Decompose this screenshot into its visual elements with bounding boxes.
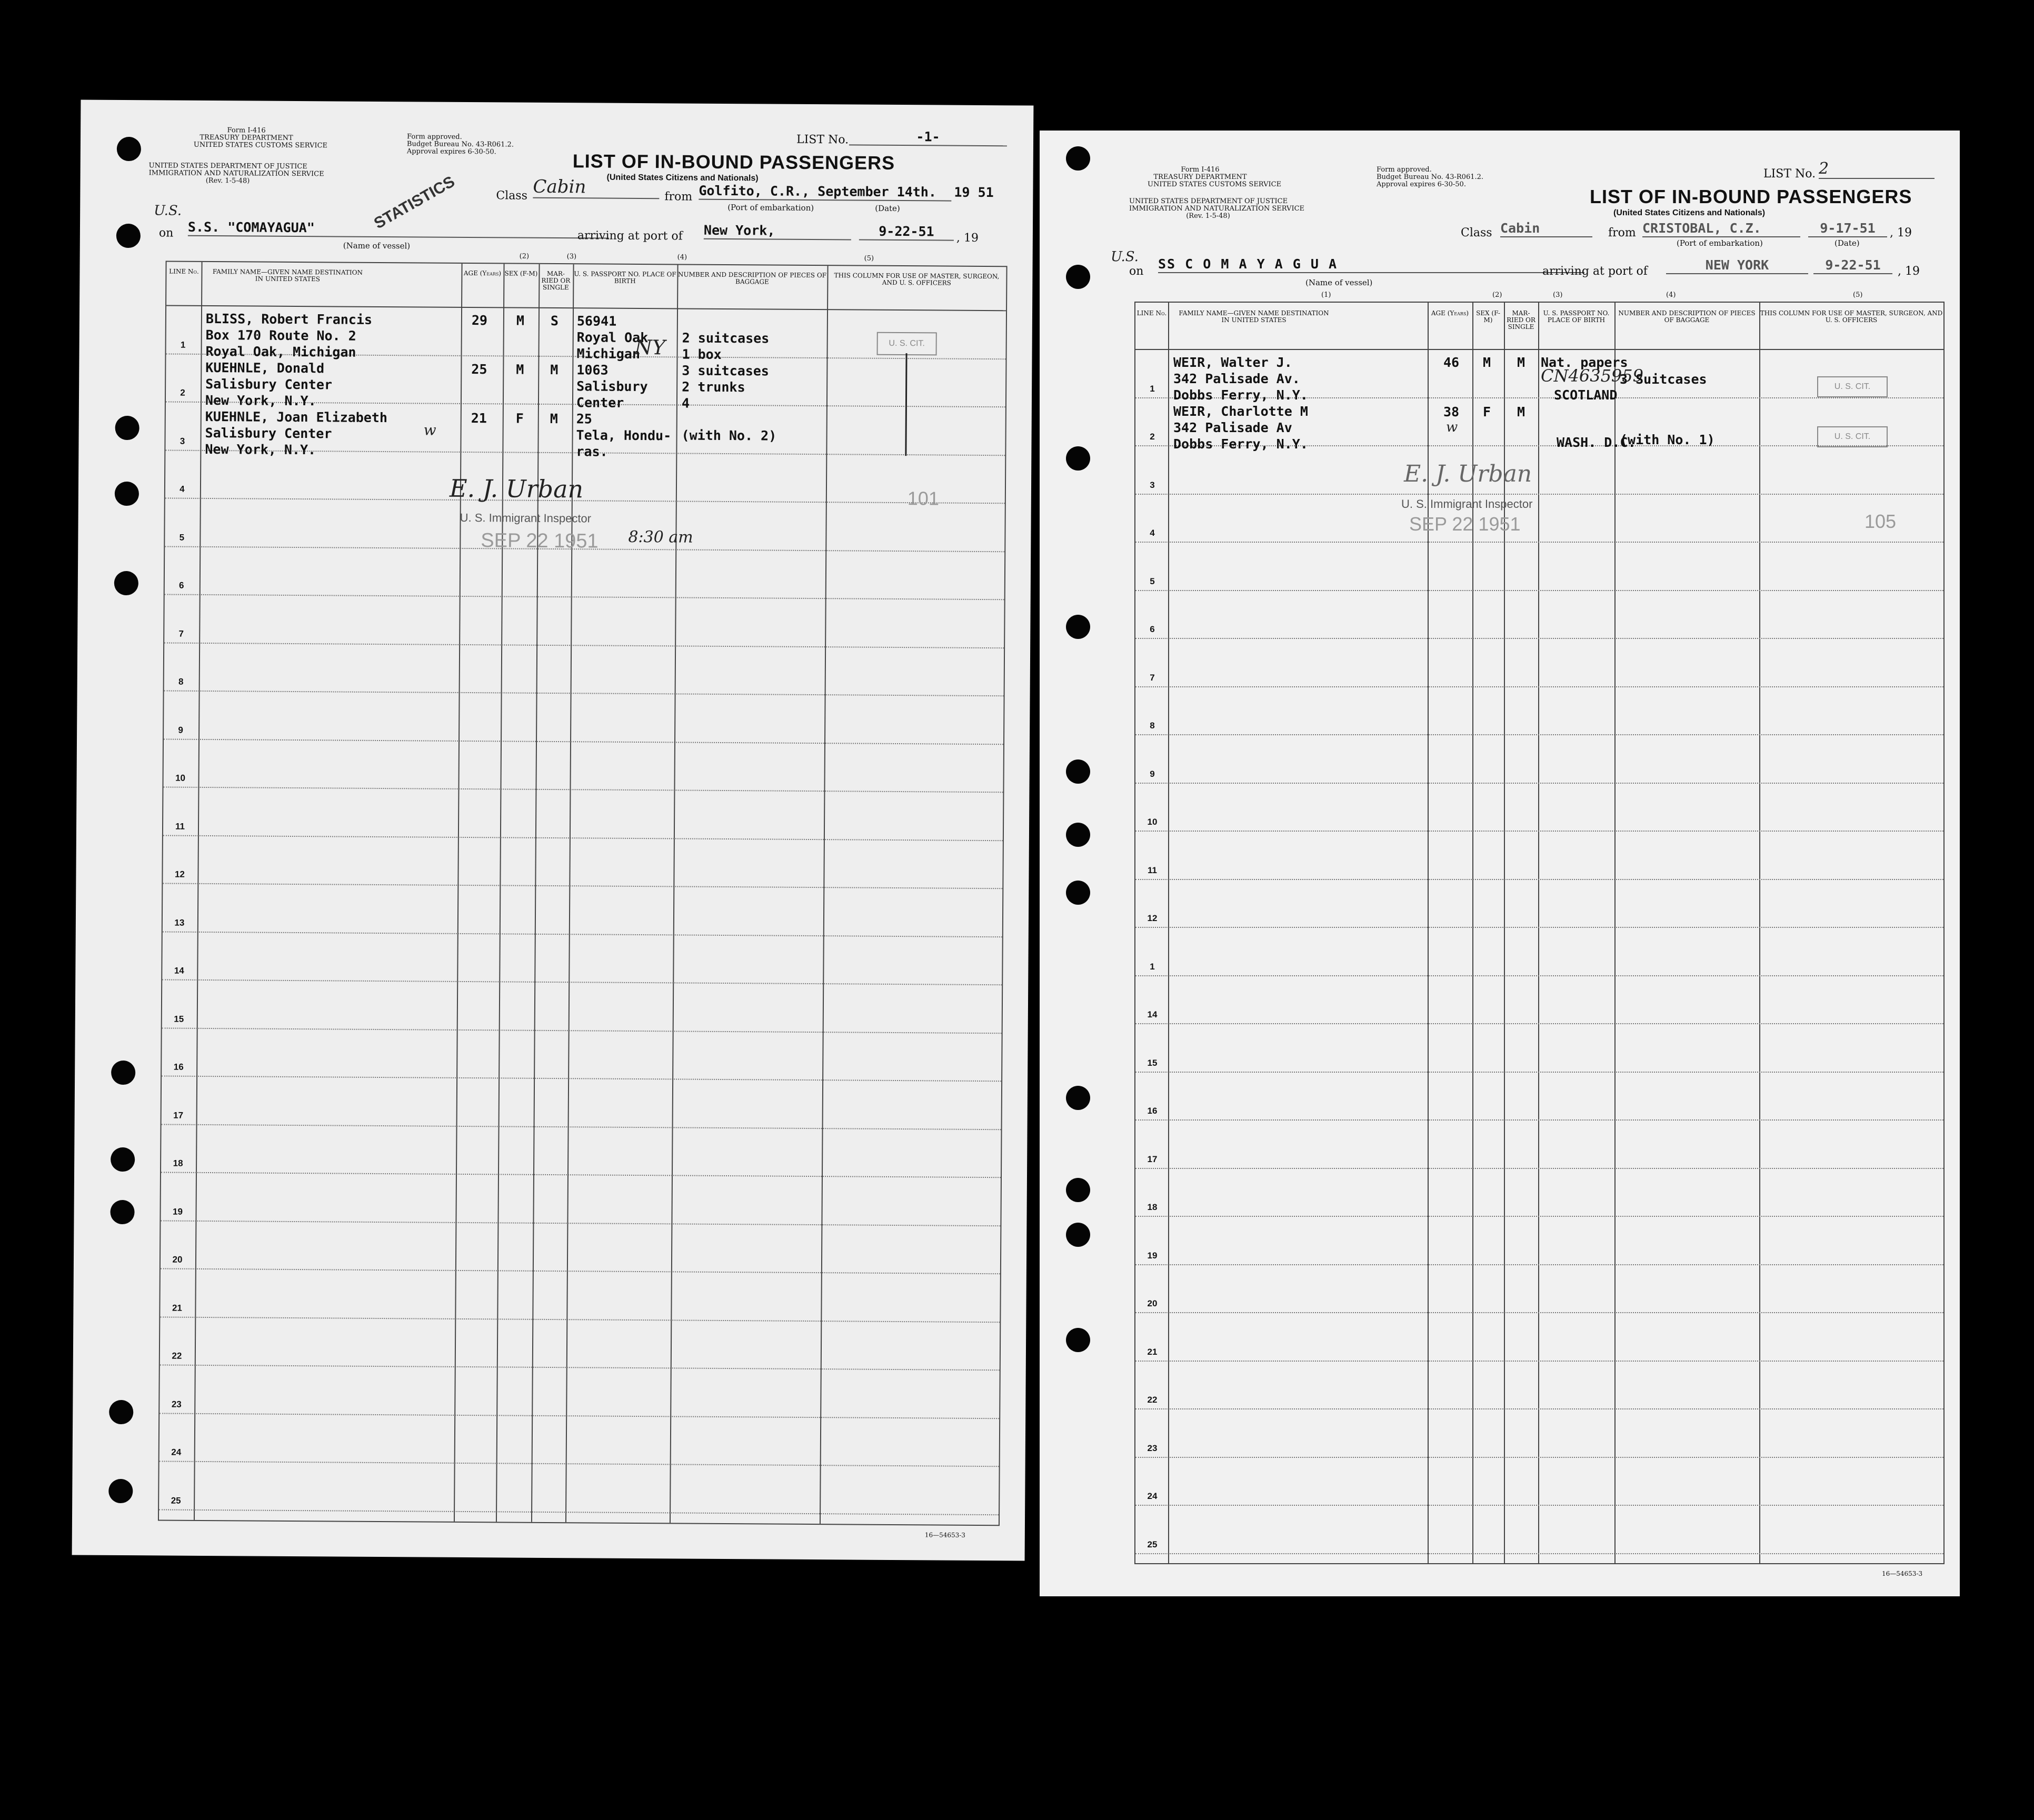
row-rule bbox=[164, 738, 1003, 745]
row-rule bbox=[1135, 734, 1943, 735]
row-rule bbox=[1135, 1264, 1943, 1265]
passport-line: ras. bbox=[576, 444, 608, 459]
line-number: 22 bbox=[1147, 1395, 1158, 1405]
left-manifest-page bbox=[72, 99, 1034, 1561]
name-line: Box 170 Route No. 2 bbox=[205, 327, 356, 344]
form-department: TREASURY DEPARTMENT bbox=[1153, 173, 1247, 181]
col-num-4: (4) bbox=[677, 253, 687, 262]
row-rule bbox=[164, 642, 1004, 648]
line-number: 14 bbox=[174, 965, 184, 976]
col-head-passport: U. S. PASSPORT NO. PLACE OF BIRTH bbox=[1543, 309, 1610, 324]
vessel-name: SS C O M A Y A G U A bbox=[1158, 256, 1584, 273]
entry-1-age: 46 bbox=[1443, 355, 1460, 370]
col-head-name: FAMILY NAME—GIVEN NAME DESTINATION IN UNITED STATES bbox=[212, 268, 363, 283]
row-rule bbox=[1135, 1457, 1943, 1458]
row-rule bbox=[163, 883, 1002, 889]
col-head-line: LINE No. bbox=[1136, 309, 1167, 317]
from-value: Golfito, C.R., September 14th. bbox=[699, 183, 951, 202]
class-label: Class bbox=[1461, 226, 1492, 239]
entry-2-sex: M bbox=[516, 362, 524, 377]
line-number: 21 bbox=[1147, 1346, 1158, 1357]
row-rule bbox=[162, 979, 1002, 985]
row-rule bbox=[161, 1220, 1000, 1226]
line-number: 11 bbox=[175, 821, 185, 832]
entry-3-marital: M bbox=[550, 411, 558, 427]
line-number: 18 bbox=[1147, 1202, 1158, 1212]
row-rule bbox=[1135, 975, 1943, 976]
line-number: 16 bbox=[173, 1062, 184, 1072]
entry-1-name bbox=[205, 311, 388, 458]
line-number: 17 bbox=[173, 1110, 184, 1121]
col-num-3: (3) bbox=[1553, 291, 1563, 299]
baggage-line: 3 suitcases bbox=[682, 363, 770, 379]
line-number: 23 bbox=[171, 1399, 182, 1409]
class-value: Cabin bbox=[533, 176, 659, 199]
passport-line: Center bbox=[576, 395, 624, 411]
line-number: 25 bbox=[171, 1495, 181, 1506]
row-rule bbox=[160, 1364, 1000, 1371]
row-rule bbox=[162, 1075, 1001, 1082]
arrival-port: New York, bbox=[704, 222, 851, 241]
name-line: New York, N.Y. bbox=[205, 441, 316, 458]
row-rule bbox=[1135, 1168, 1943, 1169]
name-line: 342 Palisade Av bbox=[1173, 420, 1292, 435]
line-number: 5 bbox=[179, 532, 185, 543]
col-num-2: (2) bbox=[519, 252, 530, 261]
punch-hole bbox=[1066, 265, 1090, 289]
class-label: Class bbox=[496, 189, 528, 203]
line-number: 3 bbox=[180, 436, 185, 446]
inspector-title: U. S. Immigrant Inspector bbox=[460, 511, 592, 525]
port-embark-caption: (Port of embarkation) bbox=[1677, 238, 1763, 248]
row-rule bbox=[1135, 1072, 1943, 1073]
line-number: 14 bbox=[1147, 1009, 1158, 1019]
inspector-signature: E. J. Urban bbox=[449, 474, 584, 504]
from-label: from bbox=[1608, 226, 1636, 239]
name-line: Royal Oak, Michigan bbox=[205, 343, 356, 360]
from-year: 19 51 bbox=[954, 184, 994, 201]
list-no-value: -1- bbox=[849, 128, 1007, 146]
punch-hole bbox=[108, 1479, 133, 1503]
arriving-label: arriving at port of bbox=[577, 229, 683, 243]
line-number: 9 bbox=[1150, 768, 1155, 779]
form-service: UNITED STATES CUSTOMS SERVICE bbox=[1148, 181, 1282, 188]
form-title: LIST OF IN-BOUND PASSENGERS bbox=[572, 150, 895, 174]
form-subtitle: (United States Citizens and Nationals) bbox=[606, 173, 759, 183]
row-rule bbox=[1135, 638, 1943, 639]
line-number: 7 bbox=[178, 628, 184, 639]
page-count-stamp: 101 bbox=[907, 487, 940, 509]
row-rule bbox=[1135, 1553, 1943, 1554]
col-num-5: (5) bbox=[1853, 291, 1863, 299]
name-line: WEIR, Charlotte M bbox=[1173, 404, 1308, 419]
row-rule bbox=[165, 497, 1005, 504]
entry-1-marital: S bbox=[550, 313, 559, 329]
row-rule bbox=[1135, 1312, 1943, 1313]
col-head-age: AGE (Years) bbox=[463, 269, 502, 277]
row-rule bbox=[1135, 1361, 1943, 1362]
handwritten-w: w bbox=[1446, 419, 1458, 435]
passport-line: Salisbury bbox=[576, 378, 648, 395]
punch-hole bbox=[1066, 1328, 1090, 1352]
entry-2-marital: M bbox=[1517, 404, 1526, 419]
approval-line: Form approved. bbox=[1377, 166, 1432, 174]
punch-hole bbox=[1066, 1178, 1090, 1202]
punch-hole bbox=[1066, 146, 1090, 171]
row-rule bbox=[161, 1172, 1001, 1178]
col-head-married: MAR-RIED OR SINGLE bbox=[541, 269, 571, 292]
line-number: 24 bbox=[1147, 1491, 1158, 1501]
entry-1-age: 29 bbox=[471, 313, 488, 328]
entry-2-marital: M bbox=[550, 362, 559, 378]
justice-block bbox=[148, 162, 324, 185]
row-rule bbox=[1135, 831, 1943, 832]
list-no-value: 2 bbox=[1819, 159, 1935, 179]
entry-1-marital: M bbox=[1517, 355, 1526, 370]
line-number: 20 bbox=[172, 1254, 183, 1265]
from-label: from bbox=[664, 190, 693, 204]
statistics-stamp: STATISTICS bbox=[371, 173, 458, 233]
line-number: 13 bbox=[174, 917, 185, 928]
us-cit-stamp: U. S. CIT. bbox=[1817, 426, 1888, 447]
line-number: 1 bbox=[180, 339, 186, 350]
entry-passport-col bbox=[576, 313, 672, 460]
punch-hole bbox=[117, 137, 141, 161]
punch-hole bbox=[1066, 759, 1090, 784]
approval-line: Approval expires 6-30-50. bbox=[1377, 181, 1466, 188]
margin-note: U.S. bbox=[1111, 249, 1139, 265]
entry-name-col bbox=[1173, 354, 1308, 452]
punch-hole bbox=[115, 482, 139, 506]
revision: (Rev. 1-5-48) bbox=[205, 176, 250, 185]
approval-line: Budget Bureau No. 43-R061.2. bbox=[406, 140, 514, 149]
line-number: 22 bbox=[172, 1351, 182, 1361]
row-rule bbox=[161, 1268, 1000, 1274]
arrival-date: 9-22-51 bbox=[859, 223, 954, 241]
vessel-name: S.S. "COMAYAGUA" bbox=[188, 219, 609, 239]
row-rule bbox=[162, 1124, 1001, 1130]
form-number: Form I-416 bbox=[1181, 166, 1220, 174]
from-value: CRISTOBAL, C.Z. bbox=[1642, 220, 1800, 237]
us-cit-stamp: U. S. CIT. bbox=[1817, 376, 1888, 397]
line-number: 16 bbox=[1147, 1106, 1158, 1116]
us-cit-stamp: U. S. CIT. bbox=[877, 332, 937, 356]
row-rule bbox=[1135, 494, 1943, 495]
punch-hole bbox=[110, 1200, 134, 1224]
form-id-block bbox=[1148, 166, 1282, 188]
class-value: Cabin bbox=[1500, 220, 1592, 237]
line-number: 4 bbox=[1150, 528, 1155, 538]
line-number: 7 bbox=[1150, 672, 1155, 683]
row-rule bbox=[1135, 542, 1943, 543]
line-number: 19 bbox=[173, 1206, 183, 1217]
punch-hole bbox=[111, 1147, 135, 1172]
passport-line: 25 bbox=[576, 411, 592, 427]
line-number: 24 bbox=[171, 1447, 182, 1457]
approval-block bbox=[1377, 166, 1483, 188]
right-manifest-page bbox=[1040, 131, 1960, 1596]
baggage-line: 2 suitcases bbox=[682, 330, 770, 346]
line-number: 2 bbox=[1150, 432, 1155, 442]
row-rule bbox=[1135, 1408, 1943, 1409]
col-head-married: MAR-RIED OR SINGLE bbox=[1507, 309, 1536, 331]
punch-hole bbox=[111, 1061, 135, 1085]
row-rule bbox=[1135, 1505, 1943, 1506]
form-number: Form I-416 bbox=[227, 126, 266, 135]
line-number: 15 bbox=[1147, 1057, 1158, 1068]
punch-hole bbox=[1066, 823, 1090, 847]
line-number: 3 bbox=[1150, 479, 1155, 490]
entry-1-cert-no: CN4635959 bbox=[1541, 366, 1643, 386]
footer-code: 16—54653-3 bbox=[1882, 1570, 1923, 1577]
row-rule bbox=[164, 690, 1004, 696]
port-embark-caption: (Port of embarkation) bbox=[727, 203, 814, 213]
form-title: LIST OF IN-BOUND PASSENGERS bbox=[1590, 186, 1912, 207]
line-number: 19 bbox=[1147, 1250, 1158, 1261]
line-number: 6 bbox=[179, 580, 184, 591]
punch-hole bbox=[116, 224, 141, 248]
handwritten-ny: NY bbox=[634, 335, 666, 359]
entry-3-sex: F bbox=[515, 411, 524, 426]
date-caption: (Date) bbox=[875, 203, 900, 214]
row-rule bbox=[1135, 1119, 1943, 1121]
entry-1-birthplace: SCOTLAND bbox=[1554, 387, 1618, 403]
col-num-1: (1) bbox=[1321, 291, 1331, 299]
date-stamp: SEP 22 1951 bbox=[481, 529, 599, 553]
line-number: 12 bbox=[1147, 913, 1158, 923]
row-rule bbox=[163, 835, 1003, 841]
from-date: 9-17-51 bbox=[1808, 220, 1887, 237]
date-stamp: SEP 22 1951 bbox=[1409, 513, 1521, 535]
punch-hole bbox=[1066, 615, 1090, 639]
ins-service: IMMIGRATION AND NATURALIZATION SERVICE bbox=[148, 169, 324, 178]
col-head-baggage: NUMBER AND DESCRIPTION OF PIECES OF BAGGAGE bbox=[677, 271, 827, 286]
page-count-stamp: 105 bbox=[1864, 511, 1897, 532]
arrival-port: NEW YORK bbox=[1666, 257, 1808, 274]
line-number: 12 bbox=[174, 869, 185, 879]
col-head-age: AGE (Years) bbox=[1431, 309, 1469, 317]
col-head-officers: THIS COLUMN FOR USE OF MASTER, SURGEON, AND U. S. OFFICERS bbox=[1760, 309, 1943, 324]
name-line: Dobbs Ferry, N.Y. bbox=[1173, 436, 1308, 452]
baggage-line: 4 bbox=[681, 395, 690, 411]
name-line: KUEHNLE, Donald bbox=[205, 359, 325, 376]
justice-dept: UNITED STATES DEPARTMENT OF JUSTICE bbox=[1129, 197, 1288, 205]
list-no-label: LIST No. bbox=[796, 133, 849, 147]
row-rule bbox=[1135, 783, 1943, 784]
from-year: , 19 bbox=[1890, 226, 1912, 239]
row-rule bbox=[159, 1509, 999, 1515]
list-no-label: LIST No. bbox=[1763, 167, 1816, 181]
line-number: 15 bbox=[174, 1014, 184, 1024]
entry-1-baggage: 3 Suitcases bbox=[1620, 372, 1707, 387]
approval-line: Approval expires 6-30-50. bbox=[406, 147, 496, 156]
passport-line: Michigan bbox=[576, 346, 641, 362]
name-line: 342 Palisade Av. bbox=[1173, 371, 1300, 386]
entry-2-baggage: (with No. 1) bbox=[1620, 432, 1715, 447]
cit-bracket-line bbox=[905, 353, 907, 456]
punch-hole bbox=[109, 1400, 133, 1424]
line-number: 10 bbox=[1147, 817, 1158, 827]
col-head-passport: U. S. PASSPORT NO. PLACE OF BIRTH bbox=[574, 270, 676, 285]
approval-line: Budget Bureau No. 43-R061.2. bbox=[1377, 173, 1484, 181]
entry-1-papers: Nat. papers bbox=[1541, 355, 1628, 370]
row-rule bbox=[1135, 927, 1943, 928]
entry-3-age: 21 bbox=[471, 411, 487, 426]
line-number: 5 bbox=[1150, 576, 1155, 586]
arriving-label: arriving at port of bbox=[1542, 265, 1648, 278]
form-service: UNITED STATES CUSTOMS SERVICE bbox=[193, 141, 328, 150]
vessel-caption: (Name of vessel) bbox=[1305, 278, 1373, 287]
baggage-line: 1 box bbox=[682, 346, 722, 362]
col-head-line: LINE No. bbox=[169, 267, 199, 275]
col-head-name: FAMILY NAME—GIVEN NAME DESTINATION IN UNITED STATES bbox=[1179, 309, 1329, 324]
revision: (Rev. 1-5-48) bbox=[1186, 212, 1230, 220]
col-head-officers: THIS COLUMN FOR USE OF MASTER, SURGEON, AND U. S. OFFICERS bbox=[834, 272, 1000, 287]
row-rule bbox=[1135, 1216, 1943, 1217]
line-number: 25 bbox=[1147, 1539, 1158, 1549]
line-number: 18 bbox=[173, 1158, 183, 1168]
punch-hole bbox=[1066, 1223, 1090, 1247]
ins-service: IMMIGRATION AND NATURALIZATION SERVICE bbox=[1129, 205, 1305, 213]
footer-code: 16—54653-3 bbox=[924, 1531, 966, 1539]
justice-dept: UNITED STATES DEPARTMENT OF JUSTICE bbox=[148, 162, 307, 171]
margin-note: U.S. bbox=[154, 203, 182, 219]
row-rule bbox=[1135, 590, 1943, 591]
line-number: 20 bbox=[1147, 1298, 1158, 1308]
line-number: 10 bbox=[175, 773, 186, 783]
name-line: BLISS, Robert Francis bbox=[205, 311, 373, 327]
approval-line: Form approved. bbox=[406, 133, 462, 141]
line-number: 1 bbox=[1150, 383, 1155, 394]
col-head-sex: SEX (F-M) bbox=[504, 269, 538, 277]
line-number: 23 bbox=[1147, 1443, 1158, 1453]
on-label: on bbox=[158, 226, 174, 240]
row-rule bbox=[163, 786, 1003, 793]
date-caption: (Date) bbox=[1834, 238, 1860, 248]
line-number: 4 bbox=[180, 484, 185, 494]
arrival-year: , 19 bbox=[956, 231, 979, 245]
row-rule bbox=[1135, 1023, 1943, 1024]
punch-hole bbox=[115, 416, 139, 440]
line-number: 9 bbox=[178, 725, 183, 735]
time-note: 8:30 am bbox=[628, 527, 693, 547]
entry-2-age: 25 bbox=[471, 362, 487, 377]
name-line: Dobbs Ferry, N.Y. bbox=[1173, 387, 1308, 403]
punch-hole bbox=[1066, 1086, 1090, 1110]
punch-hole bbox=[1066, 446, 1090, 471]
justice-block bbox=[1129, 197, 1305, 220]
row-rule bbox=[165, 594, 1004, 600]
entry-1-sex: M bbox=[1483, 355, 1491, 370]
passenger-table bbox=[1134, 302, 1945, 1564]
form-department: TREASURY DEPARTMENT bbox=[200, 133, 293, 142]
passport-line: 56941 bbox=[576, 313, 617, 329]
line-number: 8 bbox=[178, 676, 184, 687]
line-number: 1 bbox=[1150, 961, 1155, 972]
form-subtitle: (United States Citizens and Nationals) bbox=[1613, 208, 1766, 217]
col-num-3: (3) bbox=[566, 253, 577, 261]
col-head-baggage: NUMBER AND DESCRIPTION OF PIECES OF BAGGAGE bbox=[1618, 309, 1756, 324]
row-rule bbox=[1135, 686, 1943, 687]
inspector-title: U. S. Immigrant Inspector bbox=[1401, 497, 1533, 511]
col-num-5: (5) bbox=[864, 254, 874, 263]
passport-line: Royal Oak bbox=[576, 329, 649, 346]
row-rule bbox=[160, 1316, 1000, 1323]
row-rule bbox=[162, 1027, 1002, 1034]
line-number: 17 bbox=[1147, 1154, 1158, 1164]
approval-block bbox=[407, 133, 514, 156]
row-rule bbox=[163, 931, 1002, 937]
punch-hole bbox=[1066, 881, 1090, 905]
entry-1-sex: M bbox=[516, 313, 525, 328]
col-num-2: (2) bbox=[1492, 291, 1502, 299]
passenger-table bbox=[158, 261, 1008, 1526]
line-number: 11 bbox=[1148, 865, 1157, 875]
line-number: 2 bbox=[180, 387, 185, 398]
row-rule bbox=[1135, 879, 1943, 880]
handwritten-w: w bbox=[423, 421, 436, 439]
entry-2-age: 38 bbox=[1443, 404, 1460, 419]
inspector-signature: E. J. Urban bbox=[1404, 461, 1532, 487]
baggage-line: 2 trunks bbox=[682, 379, 745, 395]
row-rule bbox=[159, 1461, 999, 1467]
name-line: New York, N.Y. bbox=[205, 392, 316, 409]
entry-baggage-col bbox=[682, 329, 770, 412]
entry-2-sex: F bbox=[1483, 404, 1491, 419]
form-id-block bbox=[193, 126, 328, 150]
entry-2-birthplace: WASH. D.C. bbox=[1557, 435, 1636, 450]
vessel-caption: (Name of vessel) bbox=[343, 241, 411, 251]
col-head-sex: SEX (F-M) bbox=[1476, 309, 1500, 324]
on-label: on bbox=[1129, 265, 1144, 278]
col-num-4: (4) bbox=[1666, 291, 1676, 299]
name-line: WEIR, Walter J. bbox=[1173, 355, 1292, 370]
passport-line: Tela, Hondu- bbox=[576, 427, 672, 444]
line-number: 6 bbox=[1150, 624, 1155, 634]
line-number: 8 bbox=[1150, 721, 1155, 731]
name-line: Salisbury Center bbox=[205, 425, 332, 442]
passport-line: 1063 bbox=[576, 362, 609, 378]
line-number: 21 bbox=[172, 1303, 182, 1313]
name-line: KUEHNLE, Joan Elizabeth bbox=[205, 408, 388, 426]
punch-hole bbox=[114, 571, 138, 595]
arrival-year: , 19 bbox=[1898, 265, 1920, 278]
entry-3-baggage: (with No. 2) bbox=[681, 427, 777, 444]
name-line: Salisbury Center bbox=[205, 376, 333, 393]
arrival-date: 9-22-51 bbox=[1813, 257, 1892, 274]
row-rule bbox=[159, 1413, 999, 1419]
